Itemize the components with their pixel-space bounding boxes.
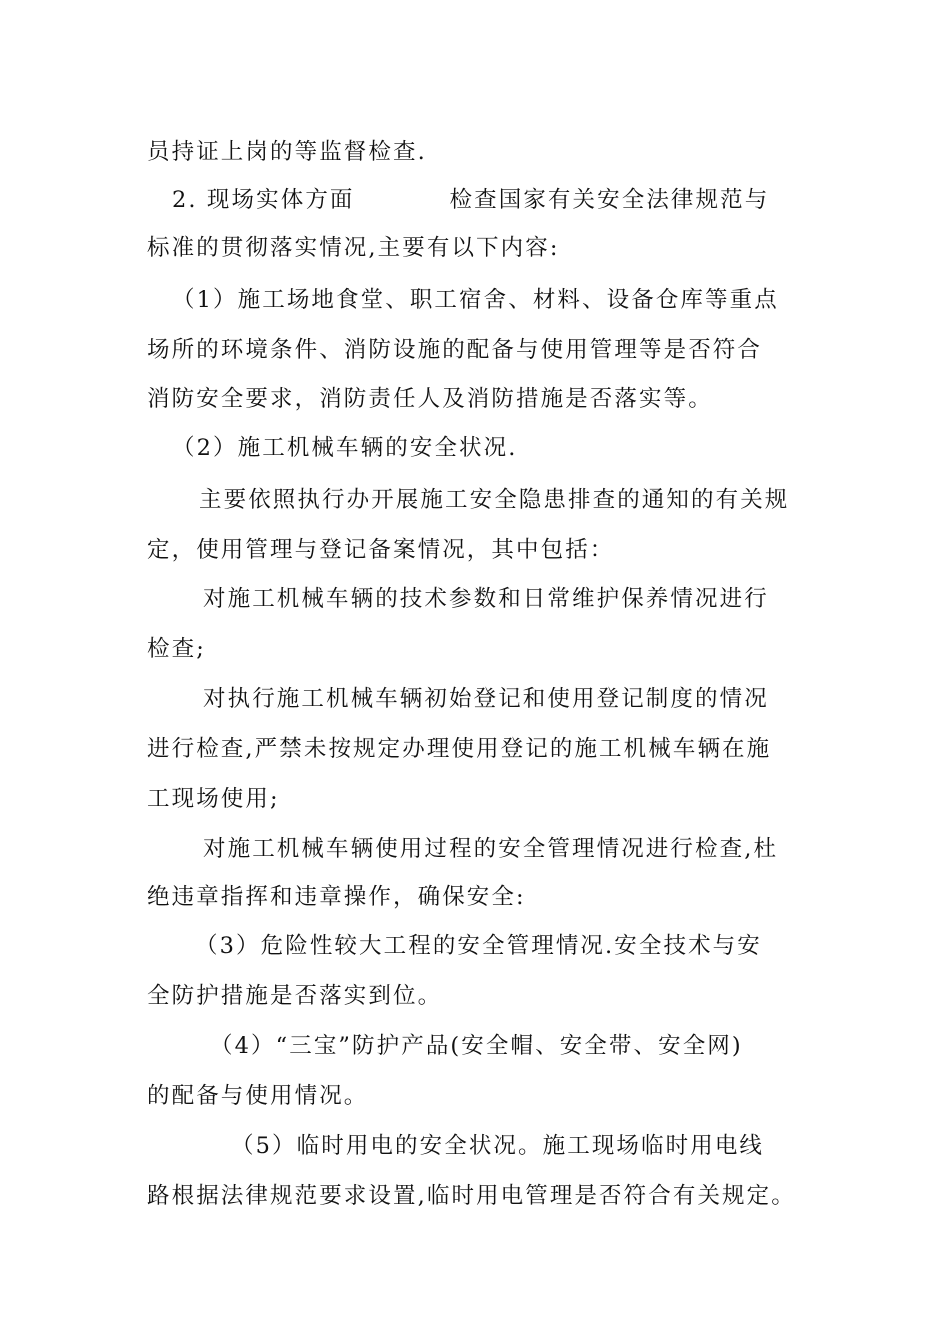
check-2-line-1: 对执行施工机械车辆初始登记和使用登记制度的情况	[203, 686, 769, 712]
text-line-1: 员持证上岗的等监督检查.	[147, 139, 427, 165]
item-3-line-1: （3）危险性较大工程的安全管理情况.安全技术与安	[195, 933, 762, 959]
section-heading-line	[172, 185, 769, 215]
paragraph-basis-line-1: 主要依照执行办开展施工安全隐患排查的通知的有关规	[199, 487, 790, 513]
item-3-line-2: 全防护措施是否落实到位。	[147, 983, 443, 1009]
item-2-line-1: （2）施工机械车辆的安全状况.	[172, 435, 518, 461]
item-1-line-3: 消防安全要求，消防责任人及消防措施是否落实等。	[147, 386, 713, 412]
text-line-3: 标准的贯彻落实情况,主要有以下内容:	[147, 235, 560, 261]
section-heading-text: 检查国家有关安全法律规范与	[449, 187, 770, 213]
check-2-line-2: 进行检查,严禁未按规定办理使用登记的施工机械车辆在施	[147, 736, 772, 762]
item-5-line-2: 路根据法律规范要求设置,临时用电管理是否符合有关规定。	[147, 1183, 796, 1209]
check-1-line-1: 对施工机械车辆的技术参数和日常维护保养情况进行	[203, 586, 769, 612]
check-3-line-1: 对施工机械车辆使用过程的安全管理情况进行检查,杜	[203, 836, 779, 862]
item-1-line-1: （1）施工场地食堂、职工宿舍、材料、设备仓库等重点	[172, 287, 779, 313]
section-heading: 2. 现场实体方面	[172, 187, 355, 213]
item-4-line-2: 的配备与使用情况。	[147, 1083, 369, 1109]
paragraph-basis-line-2: 定，使用管理与登记备案情况，其中包括：	[147, 537, 615, 563]
item-5-line-1: （5）临时用电的安全状况。施工现场临时用电线	[231, 1133, 765, 1159]
item-4-line-1: （4）“三宝”防护产品(安全帽、安全带、安全网)	[210, 1033, 743, 1059]
check-1-line-2: 检查;	[147, 636, 206, 662]
check-2-line-3: 工现场使用;	[147, 786, 280, 812]
item-1-line-2: 场所的环境条件、消防设施的配备与使用管理等是否符合	[147, 337, 763, 363]
check-3-line-2: 绝违章指挥和违章操作，确保安全:	[147, 884, 526, 910]
